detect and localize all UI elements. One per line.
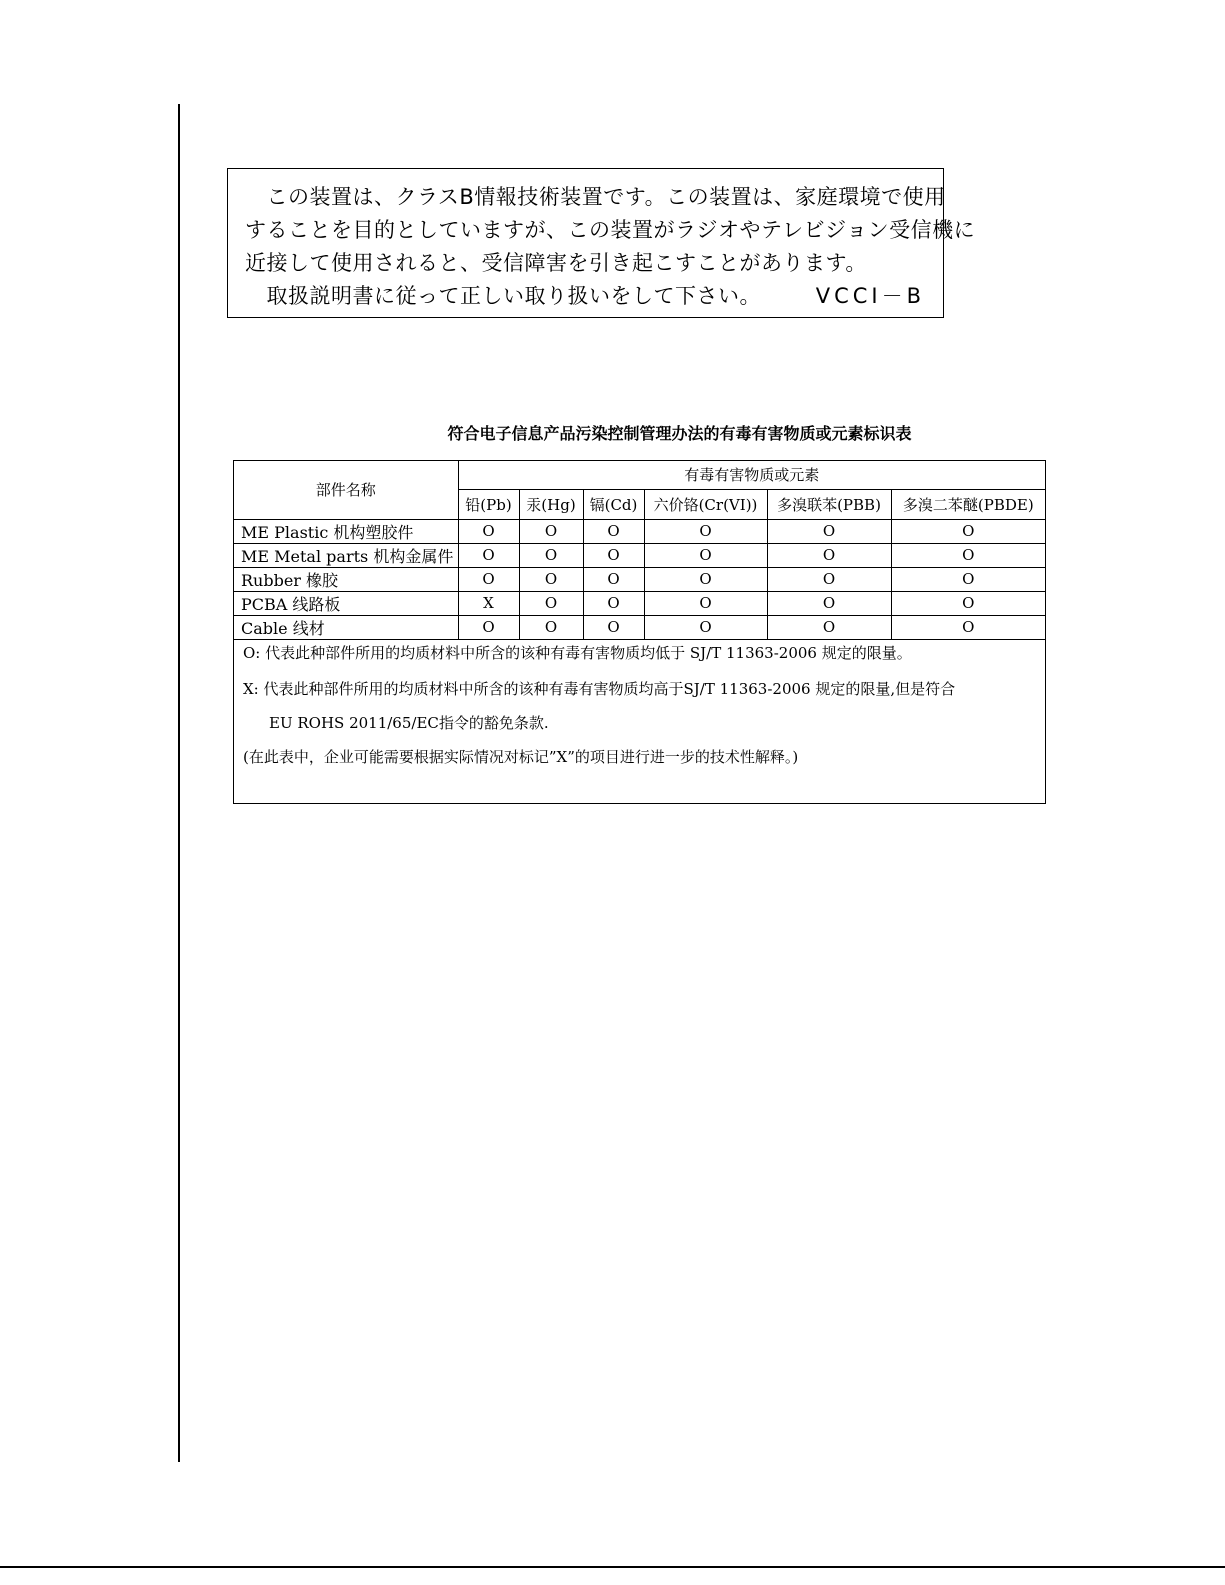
substance-mark: O [519,591,583,615]
substance-header-pbb: 多溴联苯(PBB) [767,489,891,519]
substance-mark: O [583,591,644,615]
vcci-line-1: この装置は、クラスB情報技術装置です。この装置は、家庭環境で使用 [245,185,946,209]
substance-mark: O [891,519,1045,543]
part-name: ME Plastic 机构塑胶件 [234,519,458,543]
rohs-section [233,460,1046,804]
left-margin-rule [178,104,180,1462]
substance-mark: O [767,615,891,639]
note-o: O: 代表此种部件所用的均质材料中所含的该种有毒有害物质均低于 SJ/T 11363-2006 规定的限量。 [243,643,912,662]
vcci-notice [227,168,976,318]
substance-mark: O [583,567,644,591]
substance-mark: O [458,543,519,567]
substance-mark: O [458,567,519,591]
substance-header-chromium: 六价铬(Cr(VI)) [644,489,767,519]
substance-mark: O [644,543,767,567]
substance-mark: O [583,519,644,543]
substance-mark: X [458,591,519,615]
part-name-header: 部件名称 [234,461,458,519]
substance-header-pbde: 多溴二苯醚(PBDE) [891,489,1045,519]
table-row [234,519,1045,543]
rohs-notes [234,640,1045,766]
table-row [234,567,1045,591]
table-row [234,543,1045,567]
vcci-line-3: 近接して使用されると、受信障害を引き起こすことがあります。 [245,251,867,275]
note-x: X: 代表此种部件所用的均质材料中所含的该种有毒有害物质均高于SJ/T 11363-2006 规定的限量,但是符合 [243,679,956,698]
table-row [234,615,1045,639]
substance-mark: O [891,615,1045,639]
vcci-line-4 [245,280,929,313]
substance-mark: O [767,519,891,543]
part-name: PCBA 线路板 [234,591,458,615]
substance-mark: O [891,543,1045,567]
substance-mark: O [767,567,891,591]
substance-mark: O [519,567,583,591]
substance-mark: O [644,615,767,639]
table-row [234,591,1045,615]
note-parenthetical: (在此表中，企业可能需要根据实际情况对标记”X”的项目进行进一步的技术性解释。) [243,747,799,766]
substance-mark: O [891,567,1045,591]
substances-header: 有毒有害物质或元素 [458,461,1045,489]
substance-mark: O [767,591,891,615]
note-x-continued: EU ROHS 2011/65/EC指令的豁免条款. [269,713,549,732]
substance-mark: O [644,591,767,615]
bottom-rule [0,1566,1225,1568]
substance-mark: O [458,519,519,543]
substance-mark: O [583,615,644,639]
part-name: Cable 线材 [234,615,458,639]
rohs-table-title: 符合电子信息产品污染控制管理办法的有毒有害物质或元素标识表 [447,424,912,443]
vcci-class-mark: VCCI－B [815,284,925,308]
substance-header-lead: 铅(Pb) [458,489,519,519]
substance-header-cadmium: 镉(Cd) [583,489,644,519]
substance-mark: O [519,615,583,639]
substance-mark: O [458,615,519,639]
vcci-instruction: 取扱説明書に従って正しい取り扱いをして下さい。 [245,284,761,308]
rohs-table [234,461,1045,640]
substance-mark: O [767,543,891,567]
substance-header-mercury: 汞(Hg) [519,489,583,519]
substance-mark: O [644,519,767,543]
substance-mark: O [644,567,767,591]
substance-mark: O [519,543,583,567]
part-name: Rubber 橡胶 [234,567,458,591]
vcci-line-2: することを目的としていますが、この装置がラジオやテレビジョン受信機に [245,218,976,242]
substance-mark: O [891,591,1045,615]
substance-mark: O [583,543,644,567]
substance-mark: O [519,519,583,543]
part-name: ME Metal parts 机构金属件 [234,543,458,567]
